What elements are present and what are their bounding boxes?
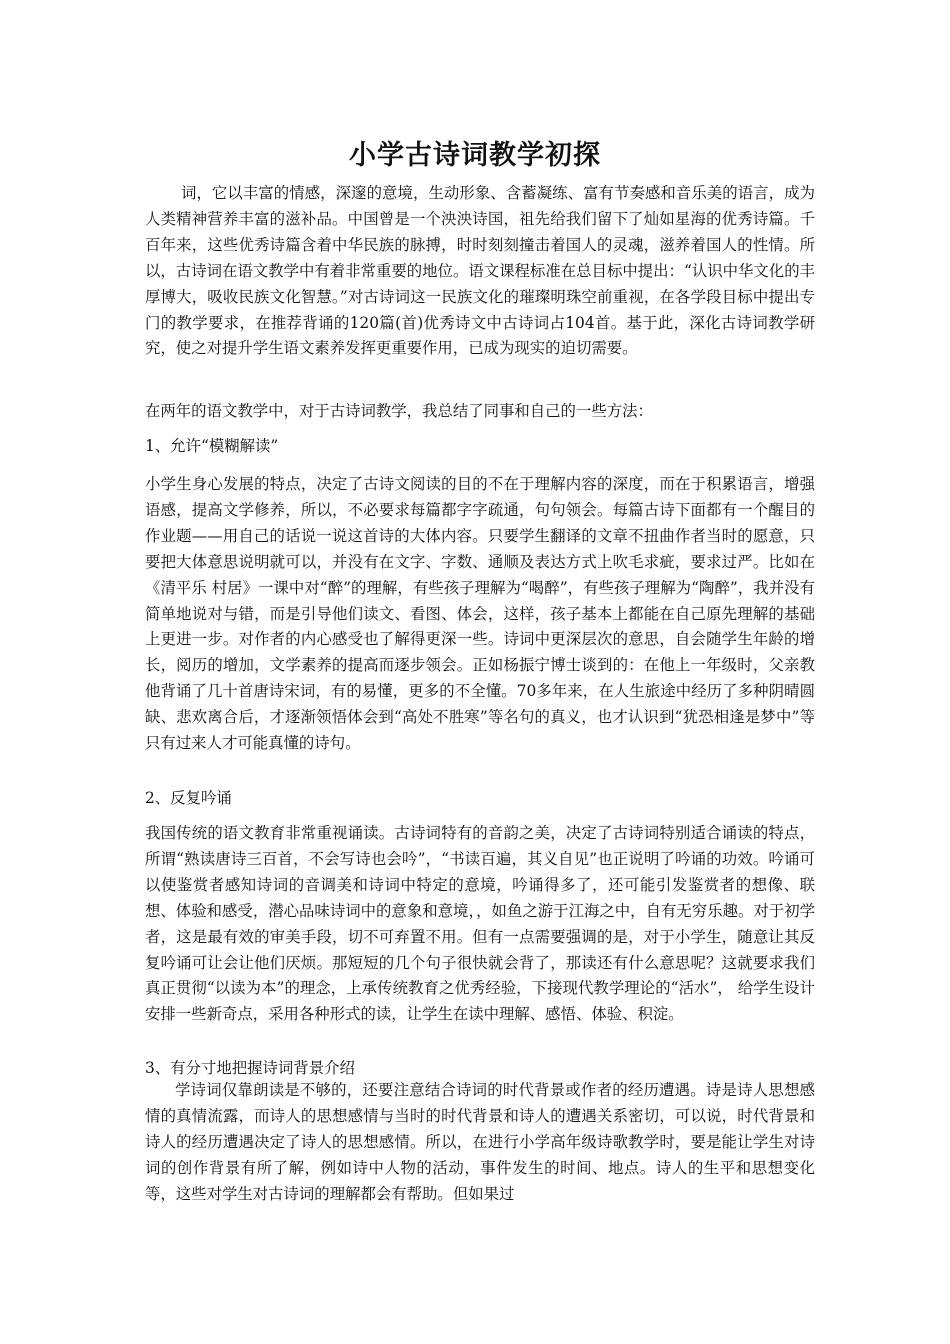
section-3-heading: 3、有分寸地把握诗词背景介绍	[145, 1059, 355, 1077]
section-2-heading: 2、反复吟诵	[145, 789, 232, 807]
section-2-body: 我国传统的语文教育非常重视诵读。古诗词特有的音韵之美，决定了古诗词特别适合诵读的特点，所谓“熟读唐诗三百首，不会写诗也会吟”，“书读百遍，其义自见”也正说明了吟诵的功效。吟诵可以使鉴赏者感知诗词的音调美和诗词中特定的意境，吟诵得多了，还可能引发鉴赏者的想像、联想、体验和感受，潜心品味诗词中的意象和意境，，如鱼之游于江海之中，自有无穷乐趣。对于初学者，这是最有效的审美手段，切不可弃置不用。但有一点需要强调的是，对于小学生，随意让其反复吟诵可让会让他们厌烦。那短短的几个句子很快就会背了，那读还有什么意思呢？这就要求我们真正贯彻“以读为本”的理念，上承传统教育之优秀经验，下接现代教学理论的“活水”， 给学生设计安排一些新奇点，采用各种形式的读，让学生在读中理解、感悟、体验、积淀。	[145, 824, 815, 1024]
section-1-heading: 1、允许“模糊解读”	[145, 437, 279, 455]
section-1-body: 小学生身心发展的特点，决定了古诗文阅读的目的不在于理解内容的深度，而在于积累语言，增强语感，提高文学修养，所以，不必要求每篇都字字疏通，句句领会。每篇古诗下面都有一个醒目的作业题——用自己的话说一说这首诗的大体内容。只要学生翻译的文章不扭曲作者当时的愿意，只要把大体意思说明就可以，并没有在文字、字数、通顺及表达方式上吹毛求疵，要求过严。比如在《清平乐 村居》一课中对“醉”的理解，有些孩子理解为“喝醉”，有些孩子理解为“陶醉”，我并没有简单地说对与错，而是引导他们读文、看图、体会，这样，孩子基本上都能在自己原先理解的基础上更进一步。对作者的内心感受也了解得更深一些。诗词中更深层次的意思，自会随学生年龄的增长，阅历的增加，文学素养的提高而逐步领会。正如杨振宁博士谈到的：在他上一年级时，父亲教他背诵了几十首唐诗宋词，有的易懂，更多的不全懂。70多年来，在人生旅途中经历了多种阴晴圆缺、悲欢离合后，才逐渐领悟体会到“高处不胜寒”等名句的真义，也才认识到“犹恐相逢是梦中”等只有过来人才可能真懂的诗句。	[145, 475, 815, 753]
intro-paragraph: 词，它以丰富的情感，深邃的意境，生动形象、含蓄凝练、富有节奏感和音乐美的语言，成为人类精神营养丰富的滋补品。中国曾是一个泱泱诗国，祖先给我们留下了灿如星海的优秀诗篇。千百年来，这些优秀诗篇含着中华民族的脉搏，时时刻刻撞击着国人的灵魂，滋养着国人的性情。所以，古诗词在语文教学中有着非常重要的地位。语文课程标准在总目标中提出：“认识中华文化的丰厚博大，吸收民族文化智慧。”对古诗词这一民族文化的璀璨明珠空前重视，在各学段目标中提出专门的教学要求，在推荐背诵的120篇(首)优秀诗文中古诗词占104首。基于此，深化古诗词教学研究，使之对提升学生语文素养发挥更重要作用，已成为现实的迫切需要。	[145, 184, 815, 358]
section-3-body: 学诗词仅靠朗读是不够的，还要注意结合诗词的时代背景或作者的经历遭遇。诗是诗人思想感情的真情流露，而诗人的思想感情与当时的时代背景和诗人的遭遇关系密切，可以说，时代背景和诗人的经历遭遇决定了诗人的思想感情。所以，在进行小学高年级诗歌教学时，要是能让学生对诗词的创作背景有所了解，例如诗中人物的活动，事件发生的时间、地点。诗人的生平和思想变化等，这些对学生对古诗词的理解都会有帮助。但如果过	[145, 1081, 815, 1203]
summary-paragraph: 在两年的语文教学中，对于古诗词教学，我总结了同事和自己的一些方法：	[145, 402, 653, 420]
document-title: 小学古诗词教学初探	[349, 140, 601, 171]
